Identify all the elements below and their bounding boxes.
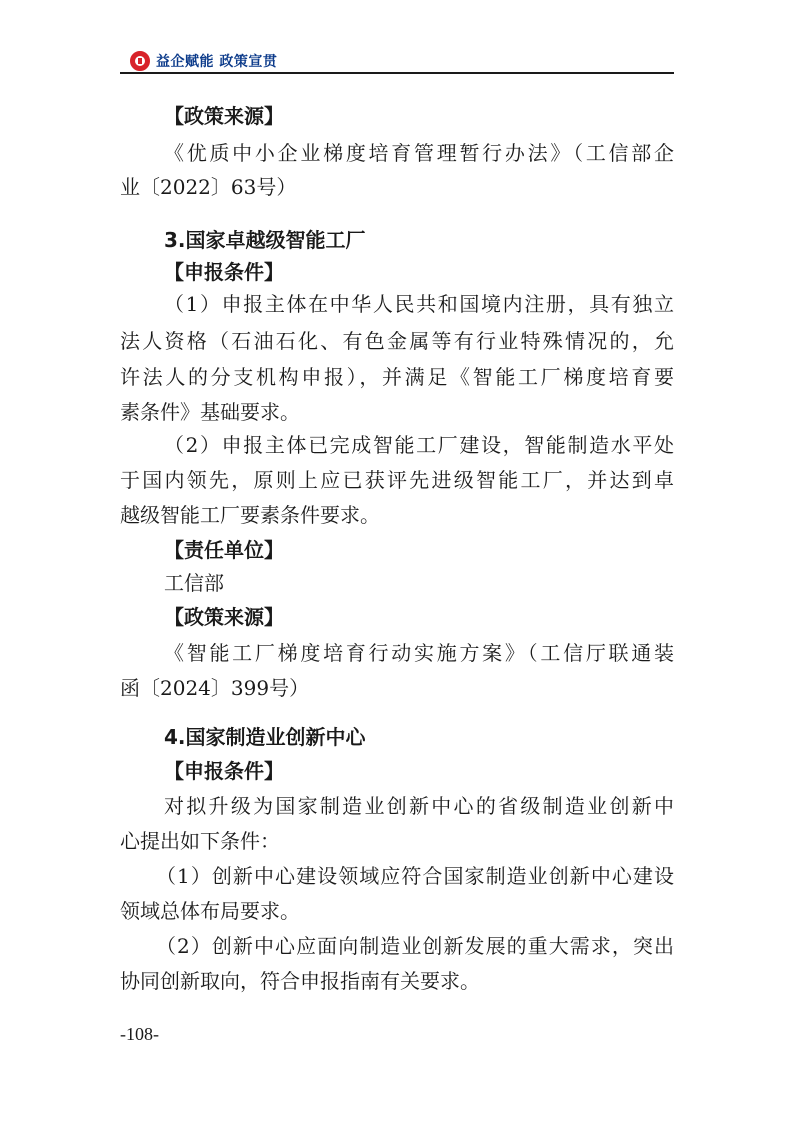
paragraph-line: 《智能工厂梯度培育行动实施方案》（工信厅联通装: [164, 641, 674, 665]
paragraph-line: 对拟升级为国家制造业创新中心的省级制造业创新中: [164, 794, 674, 818]
page-header: [120, 49, 674, 77]
section-heading-policy-source: 【政策来源】: [164, 605, 284, 629]
paragraph-line: 函〔2024〕399号）: [120, 676, 310, 700]
item-title-4: 4.国家制造业创新中心: [164, 725, 366, 749]
paragraph-line: （1）申报主体在中华人民共和国境内注册，具有独立: [164, 292, 674, 316]
brand-logo: [130, 51, 277, 71]
header-divider: [120, 72, 674, 74]
page-number: -108-: [120, 1024, 159, 1044]
paragraph-line: 法人资格（石油石化、有色金属等有行业特殊情况的，允: [120, 329, 674, 353]
paragraph-line: 越级智能工厂要素条件要求。: [120, 503, 380, 527]
paragraph-line: （2）创新中心应面向制造业创新发展的重大需求，突出: [156, 934, 674, 958]
section-heading-requirements: 【申报条件】: [164, 260, 284, 284]
paragraph-line: 领域总体布局要求。: [120, 899, 300, 923]
paragraph-line: 心提出如下条件：: [120, 829, 280, 853]
paragraph-line: 《优质中小企业梯度培育管理暂行办法》（工信部企: [164, 141, 674, 165]
brand-logo-icon: [130, 51, 150, 71]
item-title-3: 3.国家卓越级智能工厂: [164, 228, 366, 252]
paragraph-line: 许法人的分支机构申报），并满足《智能工厂梯度培育要: [120, 365, 674, 389]
section-heading-policy-source: 【政策来源】: [164, 104, 284, 128]
paragraph-line: 协同创新取向，符合申报指南有关要求。: [120, 969, 480, 993]
paragraph-line: 于国内领先，原则上应已获评先进级智能工厂，并达到卓: [120, 468, 674, 492]
paragraph-line: 素条件》基础要求。: [120, 400, 300, 424]
section-heading-requirements: 【申报条件】: [164, 759, 284, 783]
paragraph-line: 工信部: [164, 571, 224, 595]
paragraph-line: （1）创新中心建设领域应符合国家制造业创新中心建设: [156, 864, 674, 888]
section-heading-responsible-unit: 【责任单位】: [164, 538, 284, 562]
paragraph-line: （2）申报主体已完成智能工厂建设，智能制造水平处: [164, 433, 674, 457]
brand-logo-text: 益企赋能 政策宣贯: [156, 54, 278, 70]
paragraph-line: 业〔2022〕63号）: [120, 175, 297, 199]
